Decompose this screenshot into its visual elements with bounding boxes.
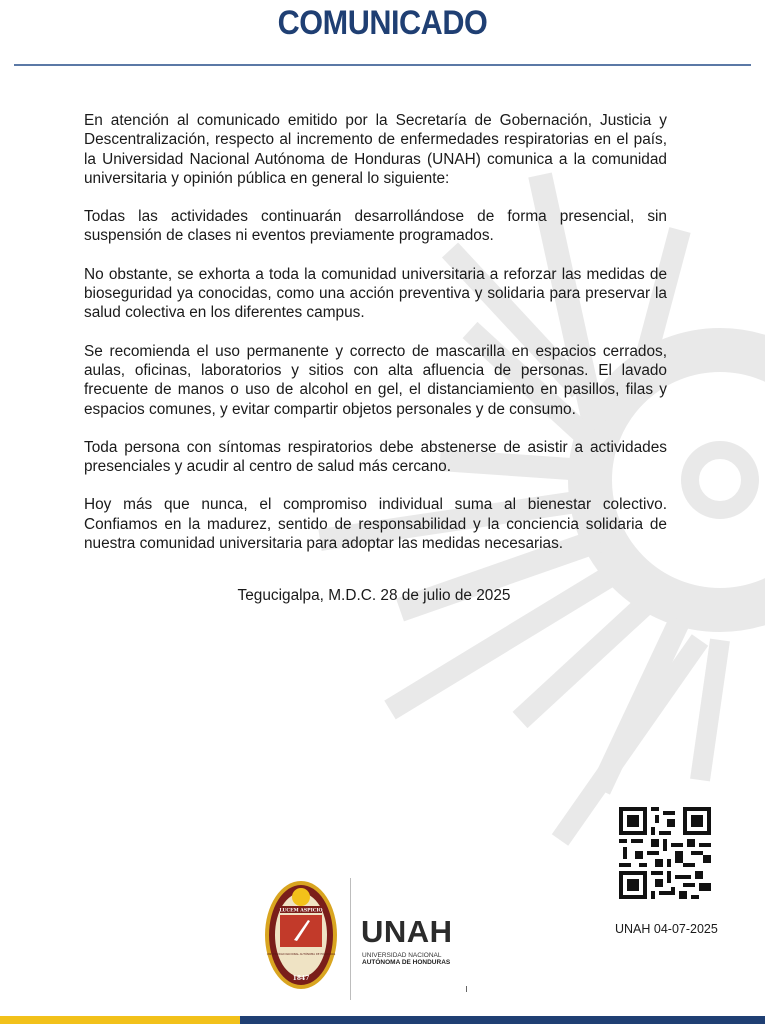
- dateline: Tegucigalpa, M.D.C. 28 de julio de 2025: [237, 587, 511, 604]
- qr-code-icon: [619, 807, 711, 899]
- document-code: UNAH 04-07-2025: [615, 922, 718, 936]
- footer-mark: [466, 986, 467, 992]
- paragraph-biosecurity: No obstante, se exhorta a toda la comunidad universitaria a reforzar las medidas de bioseguridad ya conocidas, como una acción preventiva y solidaria para preservar la salud colectiva en los diferentes campus.: [84, 265, 667, 322]
- seal-ring-text: UNIVERSIDAD NACIONAL AUTÓNOMA DE HONDURAS: [266, 953, 336, 956]
- seal-year: 1847: [292, 975, 310, 982]
- statement-body: [84, 111, 667, 572]
- unah-wordmark: UNAH: [361, 914, 453, 949]
- seal-motto: LUCEM ASPICIO: [279, 908, 323, 914]
- paragraph-symptoms: Toda persona con síntomas respiratorios debe abstenerse de asistir a actividades presenciales y acudir al centro de salud más cercano.: [84, 438, 667, 476]
- paragraph-recommendations: Se recomienda el uso permanente y correcto de mascarilla en espacios cerrados, aulas, oficinas, laboratorios y sitios con alta afluencia de personas. El lavado frecuente de manos o uso de alcohol en gel, el distanciamiento en pasillos, filas y espacios comunes, y evitar compartir objetos personales y de consumo.: [84, 342, 667, 418]
- paragraph-activities: Todas las actividades continuarán desarrollándose de forma presencial, sin suspensión de clases ni eventos previamente programados.: [84, 208, 667, 245]
- paragraph-closing: Hoy más que nunca, el compromiso individual suma al bienestar colectivo. Confiamos en la madurez, sentido de responsabilidad y la conciencia solidaria de nuestra comunidad universitaria para adoptar las medidas necesarias.: [84, 496, 667, 553]
- footer-bar-blue: [240, 1016, 765, 1024]
- unah-subtitle-line2: AUTÓNOMA DE HONDURAS: [362, 959, 451, 966]
- logo-divider: [350, 878, 351, 1000]
- footer-bar-yellow: [0, 1016, 240, 1024]
- unah-subtitle-line1: UNIVERSIDAD NACIONAL: [362, 952, 442, 959]
- page-title: COMUNICADO: [277, 4, 488, 42]
- university-seal-icon: [264, 880, 338, 990]
- paragraph-intro: En atención al comunicado emitido por la Secretaría de Gobernación, Justicia y Descentralización, respecto al incremento de enfermedades respiratorias en el país, la Universidad Nacional Autónoma de Honduras (UNAH) comunica a la comunidad universitaria y opinión pública en general lo siguiente:: [84, 112, 667, 187]
- title-divider: [14, 64, 751, 66]
